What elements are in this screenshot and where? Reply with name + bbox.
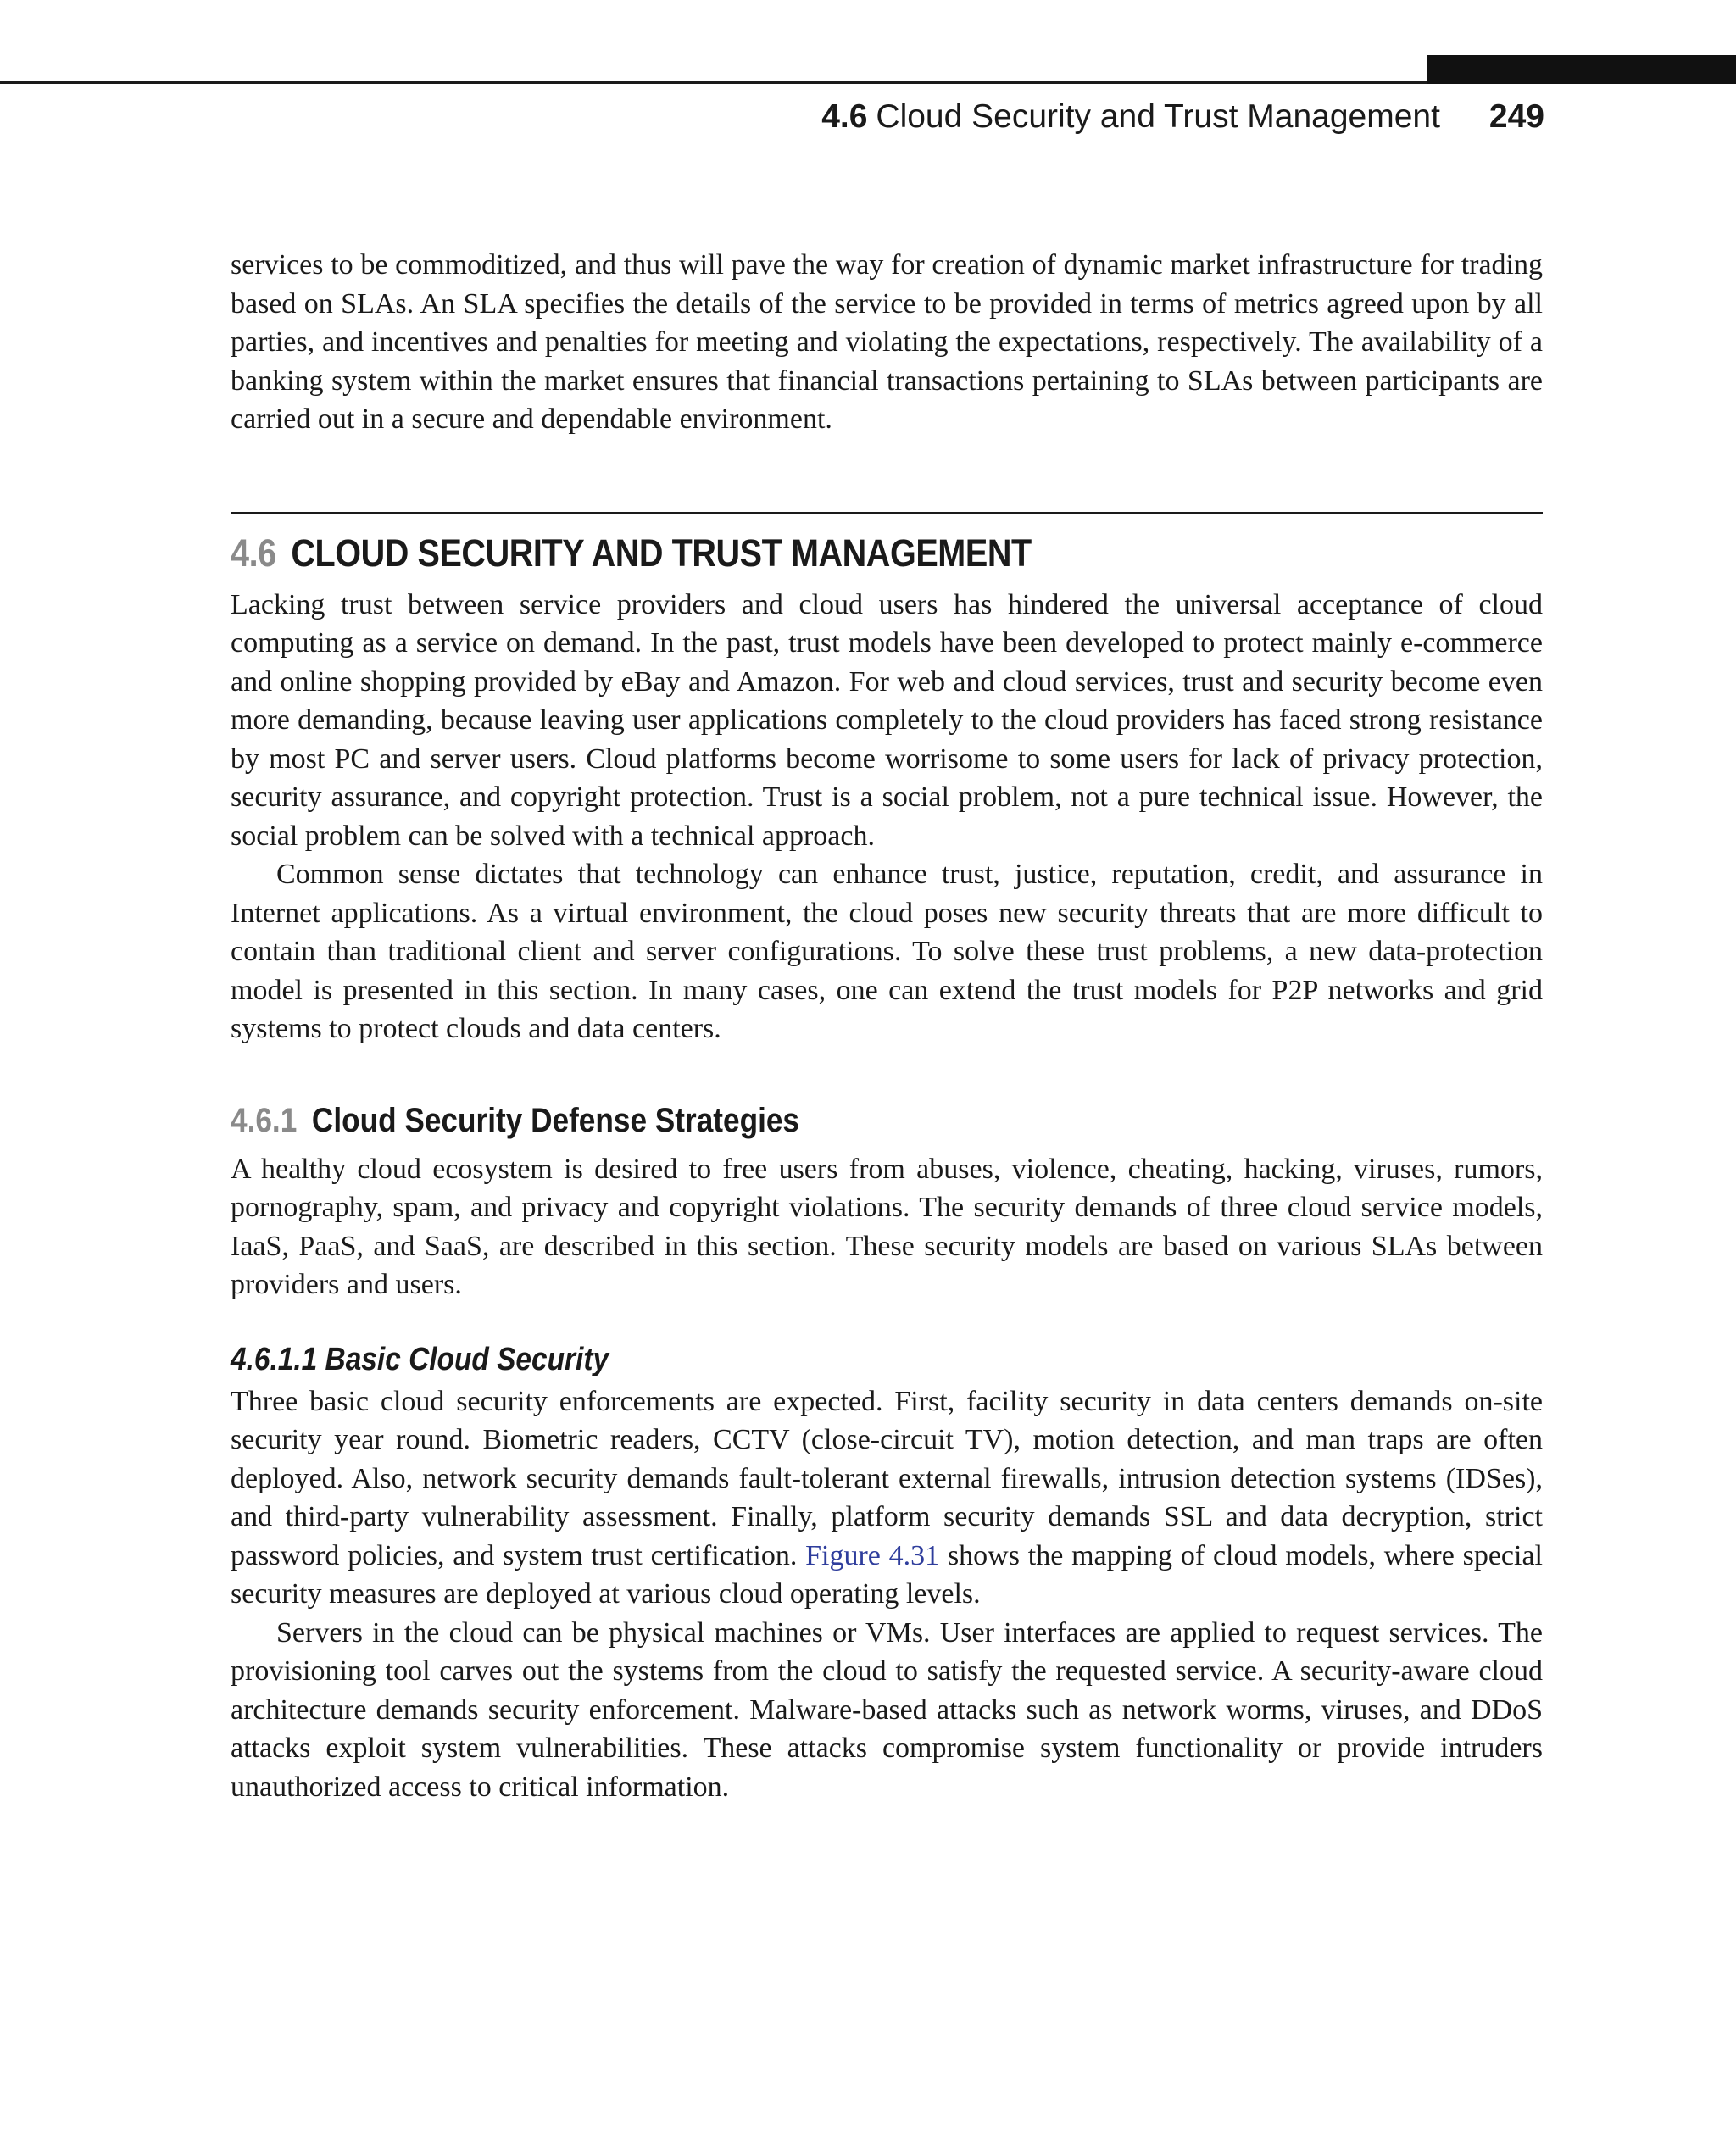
subsubsection-heading: 4.6.1.1 Basic Cloud Security — [231, 1341, 609, 1377]
subsubsection-paragraph-2: Servers in the cloud can be physical machines or VMs. User interfaces are applied to request services. The provisioning tool carves out the systems from the cloud to satisfy the requested service. A security-aware cloud architecture demands security enforcement. Malware-based attacks such as network worms, viruses, and DDoS attacks exploit system vulnerabilities. These attacks compromise system functionality or provide intruders unauthorized access to critical information. — [231, 1616, 1543, 1803]
page-number: 249 — [1488, 98, 1544, 135]
figure-4-31-link[interactable]: Figure 4.31 — [805, 1539, 940, 1571]
subsection-title: Cloud Security Defense Strategies — [311, 1101, 800, 1139]
subsection-number: 4.6.1 — [231, 1101, 298, 1139]
running-head — [821, 93, 1544, 141]
top-corner-block — [1427, 55, 1736, 84]
section-heading — [231, 528, 1385, 579]
page-body — [231, 246, 1543, 1806]
section-paragraph-1: Lacking trust between service providers and cloud users has hindered the universal acceptance of cloud computing as a service on demand. In the past, trust models have been developed to protect mainly e-commerce and online shopping provided by eBay and Amazon. For web and cloud services, trust and security become even more demanding, because leaving user applications completely to the cloud providers has faced strong resistance by most PC and server users. Cloud platforms become worrisome to some users for lack of privacy protection, security assurance, and copyright protection. Trust is a social problem, not a pure technical issue. However, the social problem can be solved with a technical approach. — [231, 588, 1543, 852]
section-title: CLOUD SECURITY AND TRUST MANAGEMENT — [291, 531, 1032, 575]
section-divider — [231, 512, 1543, 514]
running-head-title: Cloud Security and Trust Management — [876, 98, 1440, 135]
subsubsection-paragraph-1 — [231, 1382, 1543, 1614]
subsection-heading — [231, 1098, 1385, 1143]
intro-paragraph: services to be commoditized, and thus will pave the way for creation of dynamic market infrastructure for trading based on SLAs. An SLA specifies the details of the service to be provided in terms of metrics agreed upon by all parties, and incentives and penalties for meeting and violating the expectations, respectively. The availability of a banking system within the market ensures that financial transactions pertaining to SLAs between participants are carried out in a secure and dependable environment. — [231, 249, 1543, 435]
paragraph-text-before-link: Three basic cloud security enforcements are expected. First, facility security in data centers demands on-site security year round. Biometric readers, CCTV (close-circuit TV), motion detection, and man traps are often deployed. Also, network security demands fault-tolerant external firewalls, intrusion detection systems (IDSes), and third-party vulnerability assessment. Finally, platform security demands SSL and data decryption, strict password policies, and system trust certification. — [231, 1385, 1543, 1571]
subsection-paragraph: A healthy cloud ecosystem is desired to free users from abuses, violence, cheating, hacking, viruses, rumors, pornography, spam, and privacy and copyright violations. The security demands of three cloud service models, IaaS, PaaS, and SaaS, are described in this section. These security models are based on various SLAs between providers and users. — [231, 1153, 1543, 1300]
section-number: 4.6 — [231, 531, 276, 575]
paragraph-text-after-link: shows the mapping of cloud models, where special security measures are deployed at various cloud operating levels. — [231, 1539, 1543, 1610]
section-paragraph-2: Common sense dictates that technology can enhance trust, justice, reputation, credit, and assurance in Internet applications. As a virtual environment, the cloud poses new security threats that are more difficult to contain than traditional client and server configurations. To solve these trust problems, a new data-protection model is presented in this section. In many cases, one can extend the trust models for P2P networks and grid systems to protect clouds and data centers. — [231, 859, 1543, 1044]
running-head-section-number: 4.6 — [821, 98, 868, 135]
